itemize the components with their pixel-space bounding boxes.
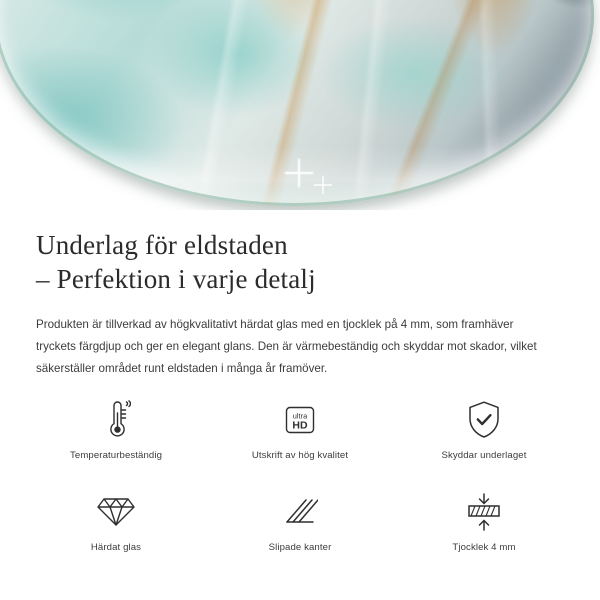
feature-label: Slipade kanter xyxy=(268,542,332,553)
feature-temperature-resistant xyxy=(24,398,208,468)
svg-text:HD: HD xyxy=(292,419,308,432)
feature-polished-edges xyxy=(208,490,392,560)
diamond-icon xyxy=(96,490,136,534)
feature-label: Tjocklek 4 mm xyxy=(452,542,516,553)
ultra-hd-icon xyxy=(280,398,320,442)
glass-disc-wrapper xyxy=(0,0,600,210)
glass-disc xyxy=(0,0,594,206)
svg-text:ultra: ultra xyxy=(292,411,308,421)
hero-image xyxy=(0,0,600,210)
feature-label: Härdat glas xyxy=(90,542,142,553)
feature-label: Temperaturbeständig xyxy=(69,450,163,461)
feature-print-quality xyxy=(208,398,392,468)
thermometer-icon xyxy=(101,398,131,442)
headline-line-1: Underlag för eldstaden xyxy=(36,230,288,260)
text-block xyxy=(36,228,564,380)
feature-label: Skyddar underlaget xyxy=(441,450,527,461)
polished-edges-icon xyxy=(282,490,318,534)
thickness-icon xyxy=(463,490,505,534)
feature-grid xyxy=(24,398,576,560)
feature-thickness xyxy=(392,490,576,560)
feature-surface-protection xyxy=(392,398,576,468)
feature-label: Utskrift av hög kvalitet xyxy=(251,450,349,461)
description-paragraph: Produkten är tillverkad av högkvalitativt härdat glas med en tjocklek på 4 mm, som framhäver tryckets färgdjup och ger en elegant glans. Den är värmebeständig och skyddar mot skador, vilket säkerställer området runt eldstaden i många år framöver. xyxy=(36,318,537,375)
page-title xyxy=(36,228,564,296)
shield-check-icon xyxy=(467,398,501,442)
feature-tempered-glass xyxy=(24,490,208,560)
headline-line-2: – Perfektion i varje detalj xyxy=(36,264,316,294)
